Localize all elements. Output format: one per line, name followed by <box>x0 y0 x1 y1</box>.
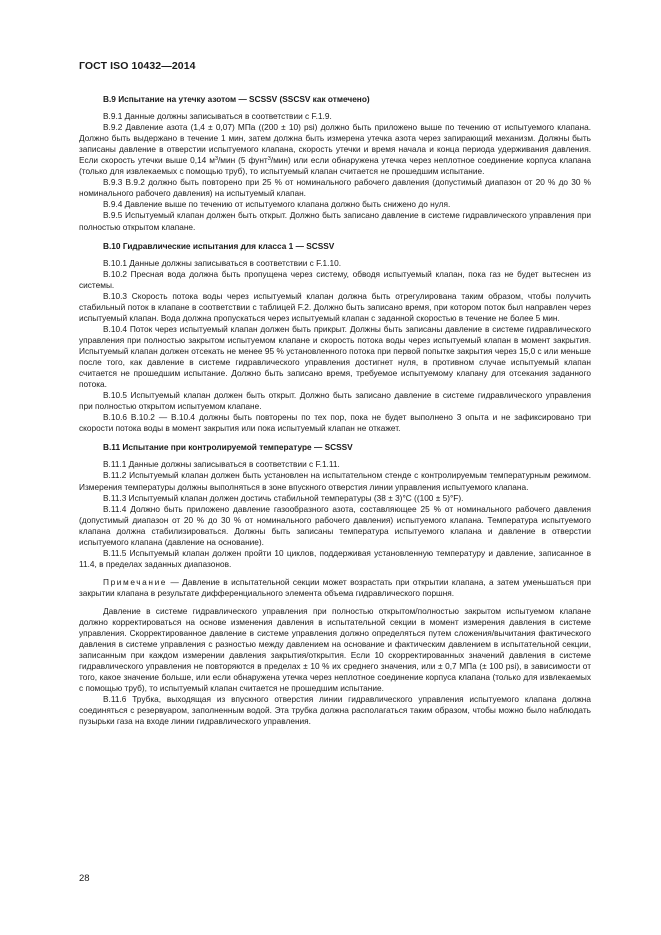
paragraph-b9-5: B.9.5 Испытуемый клапан должен быть открыт. Должно быть записано давление в системе гидравлического управления при полностью открытом клапане. <box>79 210 591 232</box>
paragraph-b11-2: B.11.2 Испытуемый клапан должен быть установлен на испытательном стенде с контролируемым температурным режимом. Измерения температуры должны выполняться в зоне впускного отверстия линии управления испытуемого клапана. <box>79 470 591 492</box>
note-label: Примечание <box>103 576 168 587</box>
paragraph-b10-6: B.10.6 B.10.2 — B.10.4 должны быть повторены по тех пор, пока не будет выполнено 3 опыта и не зафиксировано три скорости потока воды в момент закрытия или пока испытуемый клапан не откажет. <box>79 412 591 434</box>
paragraph-b11-correction: Давление в системе гидравлического управления при полностью открытом/полностью закрытом испытуемом клапане должно корректироваться на основе изменения давления в испытательной секции в момент измерения давления в системе управления. Скорректированное давление в системе управления должно определяться путем сложения/вычитания фактического давления в системе управления с разностью между давлением на основание и фактическим давлением в испытательной секции, записанным при каждом измерении давления закрытия/открытия. Если 10 скорректированных значений давления в системе гидравлического управления не повторяются в пределах ± 10 % их среднего значения, или ± 0,7 МПа (± 100 psi), в зависимости от того, какое значение больше, или если обнаружена утечка через неплотное соединение корпуса клапана (только для извлекаемых с помощью труб), то испытуемый клапан считается не прошедшим испытание. <box>79 605 591 694</box>
page-number: 28 <box>79 873 90 884</box>
paragraph-b11-4: B.11.4 Должно быть приложено давление газообразного азота, составляющее 25 % от номинального рабочего давления (допустимый диапазон от 20 % до 30 % от номинального рабочего давления) испытуемого клапана. Температура испытуемого клапана должна стабилизироваться. Должны быть записаны температура испытуемого клапана и давление в отверстии испытуемого клапана (давление на основание). <box>79 503 591 547</box>
paragraph-b11-1: B.11.1 Данные должны записываться в соответствии с F.1.11. <box>103 459 340 470</box>
superscript-cubic-1: 3 <box>214 156 218 163</box>
paragraph-b11-3: B.11.3 Испытуемый клапан должен достичь стабильной температуры (38 ± 3)°С ((100 ± 5)°F). <box>103 492 464 503</box>
document-header: ГОСТ ISO 10432—2014 <box>79 60 196 72</box>
superscript-cubic-2: 3 <box>267 156 271 163</box>
section-heading-b11: B.11 Испытание при контролируемой температуре — SCSSV <box>103 442 353 453</box>
section-heading-b10: B.10 Гидравлические испытания для класса 1 — SCSSV <box>103 240 335 251</box>
paragraph-b9-2-part-c: /мин) или если обнаружена утечка через неплотное соединение корпуса клапана (только для извлекаемых с помощью труб), то испытуемый клапан считается не прошедшим испытание. <box>79 155 592 177</box>
note-text: — Давление в испытательной секции может возрастать при открытии клапана, а затем уменьшаться при закрытии клапана в результате дифференциального элемента объема гидравлического поршня. <box>79 576 591 598</box>
note-paragraph <box>79 577 591 599</box>
paragraph-b9-4: B.9.4 Давление выше по течению от испытуемого клапана должно быть снижено до нуля. <box>103 199 451 210</box>
paragraph-b11-5: B.11.5 Испытуемый клапан должен пройти 10 циклов, поддерживая установленную температуру и давление, записанное в 11.4, в пределах заданных диапазонов. <box>79 547 591 569</box>
paragraph-b10-2: B.10.2 Пресная вода должна быть пропущена через систему, обводя испытуемый клапан, пока газ не будет вытеснен из системы. <box>79 268 591 290</box>
paragraph-b9-2-part-b: /мин (5 фунт <box>218 155 268 166</box>
paragraph-b10-4: B.10.4 Поток через испытуемый клапан должен быть прикрыт. Должны быть записаны давление в системе гидравлического управления при полностью закрытом испытуемом клапане и скорость потока воды через испытуемый клапан в момент закрытия. Испытуемый клапан должен отсекать не менее 95 % установленного потока при первой попытке закрытия через 15,0 с или меньше после того, как давление в системе гидравлического управления достигнет нуля, в противном случае испытуемый клапан считается не прошедшим испытание. Должно быть записано время, требуемое испытуемому клапану для отсекания заданного потока. <box>79 323 591 390</box>
paragraph-b10-5: B.10.5 Испытуемый клапан должен быть открыт. Должно быть записано давление в системе гидравлического управления при полностью открытом испытуемом клапане. <box>79 390 591 412</box>
paragraph-b10-3: B.10.3 Скорость потока воды через испытуемый клапан должна быть отрегулирована таким образом, чтобы получить стабильный поток в клапане в соответствии с таблицей F.2. Должно быть записано время, при котором поток был направлен через испытуемый клапан. Вода должна пропускаться через испытуемый клапан с заданной скоростью в течение не более 5 мин. <box>79 290 591 323</box>
paragraph-b9-1: B.9.1 Данные должны записываться в соответствии с F.1.9. <box>103 111 332 122</box>
document-body <box>79 94 591 727</box>
paragraph-b11-6: B.11.6 Трубка, выходящая из впускного отверстия линии гидравлического управления испытуемого клапана должна соединяться с резервуаром, заполненным водой. Эта трубка должна располагаться таким образом, чтобы можно было наблюдать пузырьки газа на входе линии гидравлического управления. <box>79 694 591 727</box>
paragraph-b9-2-part-a: B.9.2 Давление азота (1,4 ± 0,07) МПа ((200 ± 10) psi) должно быть приложено выше по течению от испытуемого клапана. Должно быть выдержано в течение 1 мин, затем должна быть измерена утечка азота через запирающий механизм. Должны быть записаны давление в отверстии испытуемого клапана, скорость утечки и время начала и конца периода удерживания давления. Если скорость утечки выше 0,14 м <box>79 122 591 166</box>
paragraph-b10-1: B.10.1 Данные должны записываться в соответствии с F.1.10. <box>103 257 342 268</box>
section-heading-b9: B.9 Испытание на утечку азотом — SCSSV (SSCSV как отмечено) <box>103 94 370 104</box>
paragraph-b9-3: B.9.3 B.9.2 должно быть повторено при 25 % от номинального рабочего давления (допустимый диапазон от 20 % до 30 % номинального рабочего давления) на испытуемый клапан. <box>79 177 591 199</box>
paragraph-b9-2 <box>79 122 591 177</box>
